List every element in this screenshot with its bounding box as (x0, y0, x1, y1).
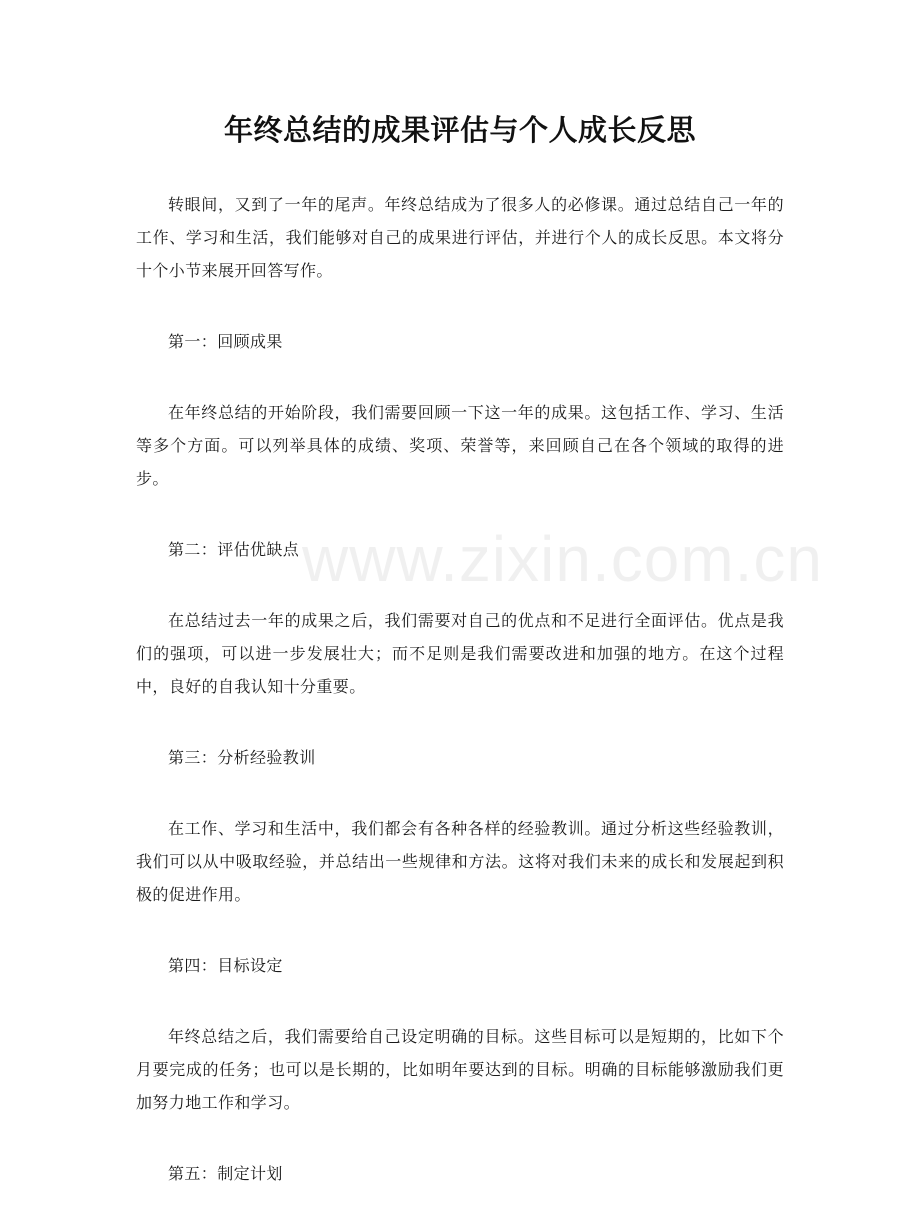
section-heading-5: 第五：制定计划 (168, 1164, 283, 1183)
section-heading-3: 第三：分析经验教训 (168, 748, 316, 767)
section-body-3: 在工作、学习和生活中，我们都会有各种各样的经验教训。通过分析这些经验教训，我们可以从中吸取经验，并总结出一些规律和方法。这将对我们未来的成长和发展起到积极的促进作用。 (136, 819, 784, 904)
section-body-4: 年终总结之后，我们需要给自己设定明确的目标。这些目标可以是短期的，比如下个月要完成的任务；也可以是长期的，比如明年要达到的目标。明确的目标能够激励我们更加努力地工作和学习。 (136, 1027, 784, 1112)
document-body (136, 188, 784, 1228)
watermark: www.zixin.com.cn (302, 523, 823, 595)
document-title: 年终总结的成果评估与个人成长反思 (223, 113, 696, 147)
section-heading-4: 第四：目标设定 (168, 956, 283, 975)
section-heading-2: 第二：评估优缺点 (168, 540, 300, 559)
section-body-1: 在年终总结的开始阶段，我们需要回顾一下这一年的成果。这包括工作、学习、生活等多个方面。可以列举具体的成绩、奖项、荣誉等，来回顾自己在各个领域的取得的进步。 (136, 403, 784, 488)
intro-paragraph: 转眼间，又到了一年的尾声。年终总结成为了很多人的必修课。通过总结自己一年的工作、学习和生活，我们能够对自己的成果进行评估，并进行个人的成长反思。本文将分十个小节来展开回答写作。 (136, 195, 784, 280)
section-heading-1: 第一：回顾成果 (168, 332, 283, 351)
section-body-2: 在总结过去一年的成果之后，我们需要对自己的优点和不足进行全面评估。优点是我们的强项，可以进一步发展壮大；而不足则是我们需要改进和加强的地方。在这个过程中，良好的自我认知十分重要。 (136, 611, 784, 696)
